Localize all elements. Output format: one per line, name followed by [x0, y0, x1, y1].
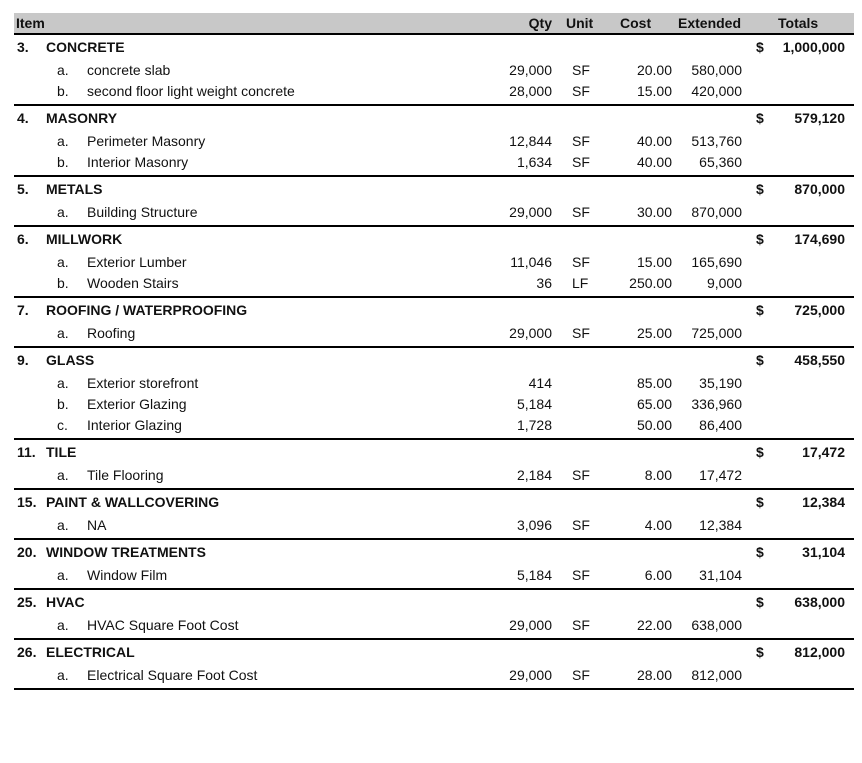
section-total: 1,000,000 [782, 39, 845, 55]
item-letter: a. [57, 467, 69, 483]
section-number: 6. [17, 231, 29, 247]
section-total: 638,000 [794, 594, 845, 610]
item-letter: c. [57, 417, 68, 433]
section-title-row [14, 35, 854, 59]
section-total: 174,690 [794, 231, 845, 247]
currency-symbol: $ [756, 352, 764, 368]
item-description: NA [87, 517, 107, 533]
item-description: Exterior storefront [87, 375, 199, 391]
section-title-row [14, 640, 854, 664]
section [14, 590, 854, 640]
item-description: Exterior Glazing [87, 396, 187, 412]
section-name: MASONRY [46, 110, 118, 126]
item-unit: SF [572, 133, 590, 149]
item-cost: 8.00 [644, 467, 672, 483]
item-extended: 165,690 [691, 254, 742, 270]
item-letter: a. [57, 254, 69, 270]
item-description: Interior Glazing [87, 417, 182, 433]
item-cost: 65.00 [636, 396, 672, 412]
item-qty: 29,000 [509, 667, 552, 683]
section-number: 15. [17, 494, 37, 510]
header-extended: Extended [678, 15, 742, 31]
section-total: 812,000 [794, 644, 845, 660]
section-number: 5. [17, 181, 29, 197]
table-header [14, 13, 854, 35]
section-name: TILE [46, 444, 77, 460]
item-unit: SF [572, 325, 590, 341]
item-extended: 86,400 [699, 417, 742, 433]
currency-symbol: $ [756, 644, 764, 660]
currency-symbol: $ [756, 231, 764, 247]
item-qty: 29,000 [509, 325, 552, 341]
item-extended: 336,960 [691, 396, 742, 412]
header-unit: Unit [566, 15, 594, 31]
currency-symbol: $ [756, 594, 764, 610]
item-unit: SF [572, 667, 590, 683]
section-total: 579,120 [794, 110, 845, 126]
section-number: 20. [17, 544, 37, 560]
item-description: Tile Flooring [87, 467, 164, 483]
item-cost: 40.00 [636, 154, 672, 170]
item-qty: 36 [536, 275, 552, 291]
table-row [14, 664, 854, 685]
item-description: Roofing [87, 325, 136, 341]
item-cost: 15.00 [636, 254, 672, 270]
item-qty: 1,728 [516, 417, 552, 433]
section [14, 440, 854, 490]
item-letter: b. [57, 396, 69, 412]
section-name: CONCRETE [46, 39, 125, 55]
item-letter: b. [57, 154, 69, 170]
section-number: 3. [17, 39, 29, 55]
item-description: Building Structure [87, 204, 198, 220]
section-total: 870,000 [794, 181, 845, 197]
item-description: second floor light weight concrete [87, 83, 295, 99]
item-qty: 2,184 [516, 467, 552, 483]
item-letter: a. [57, 617, 69, 633]
currency-symbol: $ [756, 110, 764, 126]
section-number: 26. [17, 644, 37, 660]
item-extended: 9,000 [706, 275, 742, 291]
item-letter: a. [57, 567, 69, 583]
item-extended: 17,472 [699, 467, 742, 483]
item-unit: SF [572, 617, 590, 633]
item-extended: 638,000 [691, 617, 742, 633]
section-name: MILLWORK [46, 231, 123, 247]
item-extended: 580,000 [691, 62, 742, 78]
section-title-row [14, 348, 854, 372]
item-unit: SF [572, 154, 590, 170]
currency-symbol: $ [756, 444, 764, 460]
item-cost: 22.00 [636, 617, 672, 633]
item-letter: b. [57, 83, 69, 99]
table-row [14, 414, 854, 435]
item-qty: 12,844 [509, 133, 552, 149]
currency-symbol: $ [756, 302, 764, 318]
section-title-row [14, 177, 854, 201]
item-description: Interior Masonry [87, 154, 189, 170]
item-cost: 15.00 [636, 83, 672, 99]
table-row [14, 251, 854, 272]
section-total: 17,472 [802, 444, 845, 460]
item-extended: 31,104 [699, 567, 742, 583]
item-cost: 28.00 [636, 667, 672, 683]
item-qty: 29,000 [509, 62, 552, 78]
item-letter: a. [57, 667, 69, 683]
section [14, 298, 854, 348]
item-extended: 870,000 [691, 204, 742, 220]
currency-symbol: $ [756, 494, 764, 510]
section [14, 348, 854, 440]
section-number: 7. [17, 302, 29, 318]
item-extended: 12,384 [699, 517, 742, 533]
item-qty: 29,000 [509, 204, 552, 220]
section [14, 490, 854, 540]
section-total: 12,384 [802, 494, 845, 510]
item-qty: 5,184 [516, 396, 552, 412]
item-extended: 725,000 [691, 325, 742, 341]
section [14, 35, 854, 106]
item-unit: SF [572, 83, 590, 99]
item-cost: 40.00 [636, 133, 672, 149]
section-number: 4. [17, 110, 29, 126]
item-qty: 3,096 [516, 517, 552, 533]
header-qty: Qty [528, 15, 552, 31]
item-qty: 1,634 [516, 154, 552, 170]
item-unit: LF [572, 275, 589, 291]
section [14, 640, 854, 690]
item-unit: SF [572, 204, 590, 220]
item-unit: SF [572, 254, 590, 270]
currency-symbol: $ [756, 39, 764, 55]
section-total: 725,000 [794, 302, 845, 318]
section-title-row [14, 298, 854, 322]
section-name: PAINT & WALLCOVERING [46, 494, 220, 510]
item-description: Window Film [87, 567, 168, 583]
item-cost: 50.00 [636, 417, 672, 433]
item-qty: 5,184 [516, 567, 552, 583]
header-cost: Cost [620, 15, 652, 31]
table-row [14, 151, 854, 172]
table-row [14, 130, 854, 151]
item-cost: 30.00 [636, 204, 672, 220]
section-title-row [14, 106, 854, 130]
section [14, 227, 854, 298]
item-letter: a. [57, 517, 69, 533]
currency-symbol: $ [756, 544, 764, 560]
item-unit: SF [572, 62, 590, 78]
section-number: 25. [17, 594, 37, 610]
header-totals: Totals [778, 15, 819, 31]
item-description: HVAC Square Foot Cost [87, 617, 239, 633]
item-letter: a. [57, 204, 69, 220]
table-row [14, 393, 854, 414]
item-extended: 65,360 [699, 154, 742, 170]
section-name: WINDOW TREATMENTS [46, 544, 206, 560]
section-number: 9. [17, 352, 29, 368]
table-row [14, 80, 854, 101]
item-description: Exterior Lumber [87, 254, 187, 270]
item-cost: 250.00 [629, 275, 672, 291]
item-extended: 513,760 [691, 133, 742, 149]
item-extended: 35,190 [699, 375, 742, 391]
section-name: ELECTRICAL [46, 644, 135, 660]
item-cost: 20.00 [636, 62, 672, 78]
item-extended: 420,000 [691, 83, 742, 99]
table-row [14, 59, 854, 80]
table-row [14, 272, 854, 293]
cost-estimate-table [14, 13, 854, 690]
header-item: Item [16, 15, 45, 31]
item-qty: 28,000 [509, 83, 552, 99]
section-total: 458,550 [794, 352, 845, 368]
item-cost: 85.00 [636, 375, 672, 391]
section-title-row [14, 540, 854, 564]
section-name: ROOFING / WATERPROOFING [46, 302, 248, 318]
table-body [14, 35, 854, 690]
item-description: Perimeter Masonry [87, 133, 206, 149]
section-name: HVAC [46, 594, 85, 610]
item-letter: a. [57, 375, 69, 391]
item-cost: 4.00 [644, 517, 672, 533]
table-row [14, 372, 854, 393]
section-title-row [14, 490, 854, 514]
section-total: 31,104 [802, 544, 845, 560]
section-title-row [14, 440, 854, 464]
item-qty: 414 [528, 375, 552, 391]
item-unit: SF [572, 517, 590, 533]
section-title-row [14, 227, 854, 251]
table-row [14, 201, 854, 222]
item-description: Electrical Square Foot Cost [87, 667, 258, 683]
table-row [14, 514, 854, 535]
section [14, 106, 854, 177]
table-row [14, 322, 854, 343]
item-letter: a. [57, 62, 69, 78]
item-letter: b. [57, 275, 69, 291]
item-cost: 25.00 [636, 325, 672, 341]
item-description: concrete slab [87, 62, 171, 78]
section-number: 11. [17, 444, 36, 460]
item-letter: a. [57, 133, 69, 149]
table-row [14, 564, 854, 585]
table-row [14, 614, 854, 635]
item-cost: 6.00 [644, 567, 672, 583]
item-unit: SF [572, 467, 590, 483]
section-name: METALS [46, 181, 103, 197]
table-row [14, 464, 854, 485]
item-description: Wooden Stairs [87, 275, 179, 291]
item-qty: 11,046 [510, 254, 552, 270]
section [14, 177, 854, 227]
item-extended: 812,000 [691, 667, 742, 683]
item-letter: a. [57, 325, 69, 341]
currency-symbol: $ [756, 181, 764, 197]
item-unit: SF [572, 567, 590, 583]
section-name: GLASS [46, 352, 95, 368]
item-qty: 29,000 [509, 617, 552, 633]
section-title-row [14, 590, 854, 614]
section [14, 540, 854, 590]
